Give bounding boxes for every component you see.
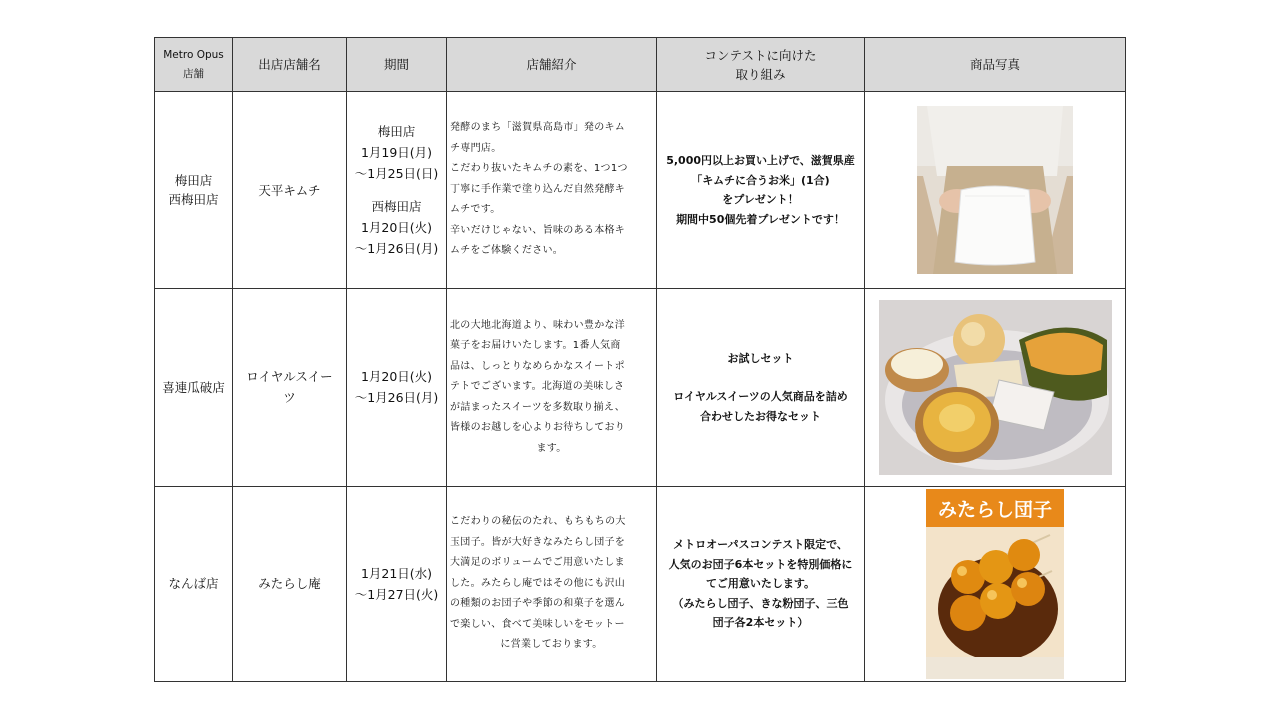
period-cell bbox=[347, 486, 447, 681]
header-area bbox=[155, 38, 233, 92]
period-line: 1月21日(水) bbox=[360, 565, 433, 581]
contest-cell bbox=[657, 289, 865, 486]
intro-line: 発酵のまち「滋賀県高島市」発のキム bbox=[450, 122, 625, 134]
period-line: ～1月25日(日) bbox=[354, 166, 439, 182]
area-line: なんば店 bbox=[168, 576, 219, 592]
intro-line: 品は、しっとりなめらかなスイートポ bbox=[450, 360, 625, 372]
intro-line: した。みたらし庵ではその他にも沢山 bbox=[450, 577, 626, 589]
header-area-line2: 店舗 bbox=[183, 67, 204, 80]
area-cell bbox=[155, 486, 233, 681]
intro-line: 辛いだけじゃない、旨味のある本格キ bbox=[450, 224, 626, 236]
contest-cell bbox=[657, 92, 865, 289]
contest-line: 期間中50個先着プレゼントです！ bbox=[676, 212, 845, 226]
table-row bbox=[155, 486, 1126, 681]
intro-line: 皆様のお越しを心よりお待ちしており bbox=[450, 422, 626, 434]
header-contest bbox=[657, 38, 865, 92]
contest-line: 合わせしたお得なセット bbox=[700, 409, 821, 423]
period-line: ～1月27日(火) bbox=[354, 586, 439, 602]
kimchi-rice-package-photo bbox=[917, 106, 1073, 274]
intro-line: が詰まったスイーツを多数取り揃え、 bbox=[450, 401, 626, 413]
table-row bbox=[155, 92, 1126, 289]
store-table bbox=[154, 37, 1126, 682]
contest-line: 人気のお団子6本セットを特別価格に bbox=[668, 557, 853, 571]
intro-line: に営業しております。 bbox=[500, 639, 603, 651]
header-shop-name: 出店店舗名 bbox=[233, 38, 347, 92]
intro-line: ます。 bbox=[536, 442, 567, 454]
intro-line: で楽しい、食べて美味しいをモットー bbox=[450, 618, 625, 630]
intro-line: チ専門店。 bbox=[450, 142, 502, 154]
period-line: 1月19日(月) bbox=[360, 145, 433, 161]
area-cell bbox=[155, 289, 233, 486]
intro-line: ムチをご体験ください。 bbox=[450, 245, 564, 257]
shop-name-cell: みたらし庵 bbox=[233, 486, 347, 681]
intro-cell bbox=[447, 92, 657, 289]
intro-line: こだわりの秘伝のたれ、もちもちの大 bbox=[450, 516, 626, 528]
contest-line: てご用意いたします。 bbox=[705, 577, 816, 591]
period-line: ～1月26日(月) bbox=[354, 241, 439, 257]
period-line: 西梅田店 bbox=[371, 199, 422, 215]
intro-line: 菓子をお届けいたします。1番人気商 bbox=[450, 340, 621, 352]
contest-line: 団子各2本セット） bbox=[712, 616, 809, 630]
contest-line: をプレゼント！ bbox=[722, 193, 799, 207]
area-line: 梅田店 bbox=[174, 173, 213, 189]
header-row bbox=[155, 38, 1126, 92]
intro-line: 玉団子。皆が大好きなみたらし団子を bbox=[450, 536, 626, 548]
contest-line: お試しセット bbox=[727, 351, 794, 365]
period-cell bbox=[347, 289, 447, 486]
intro-line: ムチです。 bbox=[450, 204, 501, 216]
header-photo: 商品写真 bbox=[865, 38, 1126, 92]
header-contest-line1: コンテストに向けた bbox=[704, 47, 817, 63]
period-line: 1月20日(火) bbox=[360, 220, 433, 236]
header-intro: 店舗紹介 bbox=[447, 38, 657, 92]
intro-line: 北の大地北海道より、味わい豊かな洋 bbox=[450, 319, 626, 331]
header-contest-line2: 取り組み bbox=[735, 66, 786, 82]
photo-cell bbox=[865, 486, 1126, 681]
contest-line: 「キムチに合うお米」(1合) bbox=[691, 173, 830, 187]
header-area-line1: Metro Opus bbox=[163, 48, 224, 61]
mitarashi-dango-photo bbox=[926, 489, 1064, 679]
intro-line: テトでございます。北海道の美味しさ bbox=[450, 381, 625, 393]
photo-cell bbox=[865, 92, 1126, 289]
intro-cell bbox=[447, 486, 657, 681]
period-cell bbox=[347, 92, 447, 289]
intro-line: 丁寧に手作業で塗り込んだ自然発酵キ bbox=[450, 183, 626, 195]
period-line: 梅田店 bbox=[377, 124, 416, 140]
area-line: 西梅田店 bbox=[168, 192, 219, 208]
contest-cell bbox=[657, 486, 865, 681]
photo-banner-text: みたらし団子 bbox=[937, 498, 1053, 521]
contest-line: 5,000円以上お買い上げで、滋賀県産 bbox=[666, 154, 855, 168]
contest-line: （みたらし団子、きな粉団子、三色 bbox=[672, 596, 849, 610]
intro-cell bbox=[447, 289, 657, 486]
shop-name-cell: 天平キムチ bbox=[233, 92, 347, 289]
intro-line: の種類のお団子や季節の和菓子を選ん bbox=[450, 598, 626, 610]
period-line: 1月20日(火) bbox=[360, 369, 433, 385]
area-line: 喜連瓜破店 bbox=[162, 379, 225, 395]
shop-name-cell: ロイヤルスイーツ bbox=[233, 289, 347, 486]
contest-line: ロイヤルスイーツの人気商品を詰め bbox=[673, 390, 848, 404]
intro-line: 大満足のボリュームでご用意いたしま bbox=[450, 557, 625, 569]
contest-line: メトロオーパスコンテスト限定で、 bbox=[673, 538, 848, 552]
table-row bbox=[155, 289, 1126, 486]
area-cell bbox=[155, 92, 233, 289]
photo-cell bbox=[865, 289, 1126, 486]
sweets-assortment-photo bbox=[879, 300, 1112, 475]
period-line: ～1月26日(月) bbox=[354, 390, 439, 406]
header-period: 期間 bbox=[347, 38, 447, 92]
intro-line: こだわり抜いたキムチの素を、1つ1つ bbox=[450, 163, 628, 175]
